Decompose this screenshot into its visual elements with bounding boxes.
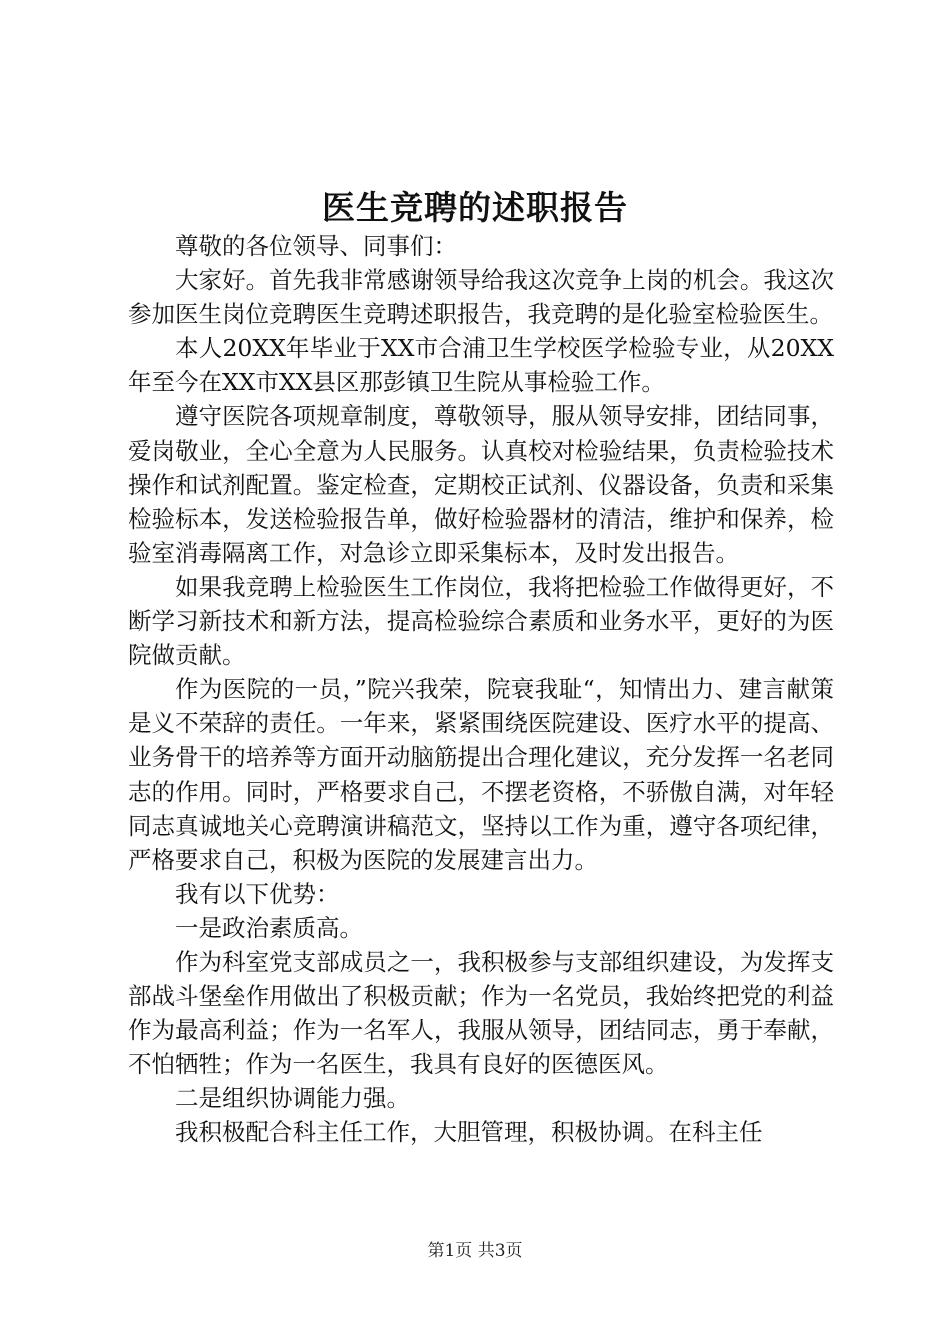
paragraph: 如果我竞聘上检验医生工作岗位，我将把检验工作做得更好，不断学习新技术和新方法，提高检验综合素质和业务水平，更好的为医院做贡献。 — [128, 572, 834, 670]
section-heading: 二是组织协调能力强。 — [175, 1084, 410, 1113]
paragraph: 作为医院的一员，”院兴我荣，院衰我耻“，知情出力、建言献策是义不荣辞的责任。一年来，紧紧围绕医院建设、医疗水平的提高、业务骨干的培养等方面开动脑筋提出合理化建议，充分发挥一名老同志的作用。同时，严格要求自己，不摆老资格，不骄傲自满，对年轻同志真诚地关心竞聘演讲稿范文，坚持以工作为重，遵守各项纪律，严格要求自己，积极为医院的发展建言出力。 — [128, 675, 834, 874]
paragraph-greeting: 尊敬的各位领导、同事们： — [175, 232, 457, 260]
paragraph: 遵守医院各项规章制度，尊敬领导，服从领导安排，团结同事，爱岗敬业，全心全意为人民服务。认真校对检验结果，负责检验技术操作和试剂配置。鉴定检查，定期校正试剂、仪器设备，负责和采集检验标本，发送检验报告单，做好检验器材的清洁，维护和保养，检验室消毒隔离工作，对急诊立即采集标本，及时发出报告。 — [128, 402, 834, 567]
paragraph: 我有以下优势： — [175, 879, 340, 908]
document-title: 医生竞聘的述职报告 — [322, 188, 628, 227]
document-body — [128, 229, 834, 1150]
paragraph: 作为科室党支部成员之一，我积极参与支部组织建设，为发挥支部战斗堡垒作用做出了积极贡献；作为一名党员，我始终把党的利益作为最高利益；作为一名军人，我服从领导，团结同志，勇于奉献，不怕牺牲；作为一名医生，我具有良好的医德医风。 — [128, 947, 834, 1079]
paragraph: 大家好。首先我非常感谢领导给我这次竞争上岗的机会。我这次参加医生岗位竞聘医生竞聘述职报告，我竞聘的是化验室检验医生。 — [128, 266, 834, 329]
paragraph: 我积极配合科主任工作，大胆管理，积极协调。在科主任 — [175, 1118, 763, 1147]
paragraph: 本人20XX年毕业于XX市合浦卫生学校医学检验专业，从20XX年至今在XX市XX县区那彭镇卫生院从事检验工作。 — [128, 334, 834, 397]
section-heading: 一是政治素质高。 — [175, 913, 363, 942]
page-footer: 第1页 共3页 — [427, 1241, 523, 1261]
